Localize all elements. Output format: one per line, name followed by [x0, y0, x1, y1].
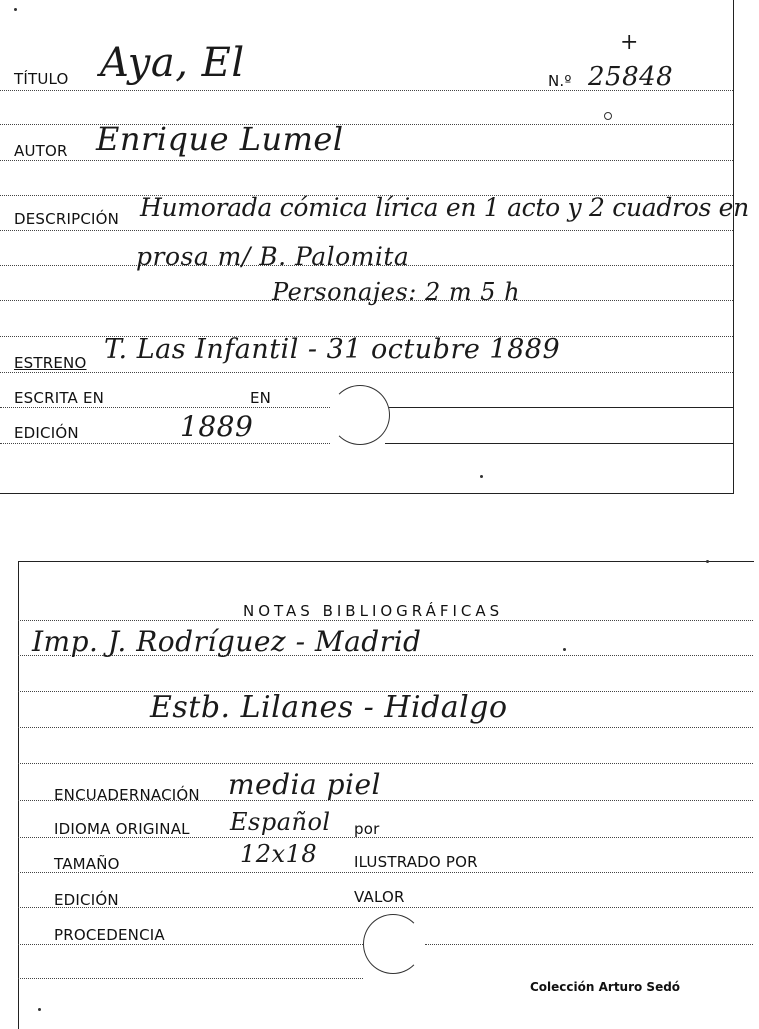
scan-speck [480, 475, 483, 478]
rule-line [425, 944, 753, 945]
rule-line [0, 443, 330, 444]
value-encuadernacion: media piel [228, 768, 381, 801]
rule-line [0, 230, 733, 231]
rule-line [385, 407, 733, 408]
scan-speck [604, 112, 612, 120]
value-descripcion-line-3: Personajes: 2 m 5 h [272, 278, 521, 306]
rule-line [0, 160, 733, 161]
rule-line [18, 872, 753, 873]
punch-hole [330, 385, 390, 445]
rule-line [18, 944, 363, 945]
label-escrita-en: ESCRITA EN [14, 389, 105, 407]
value-tamano: 12x18 [240, 840, 318, 868]
label-ilustrado-por: ILUSTRADO POR [354, 853, 478, 871]
label-valor: VALOR [354, 888, 405, 906]
scan-speck [706, 560, 709, 563]
value-numero-mark: + [620, 30, 639, 55]
note-line-1: Imp. J. Rodríguez - Madrid [32, 625, 422, 658]
value-numero: 25848 [588, 62, 674, 92]
collection-credit: Colección Arturo Sedó [530, 980, 681, 994]
label-idioma-original: IDIOMA ORIGINAL [54, 820, 190, 838]
note-line-2: Estb. Lilanes - Hidalgo [150, 690, 508, 725]
value-edicion-top: 1889 [180, 410, 254, 443]
value-titulo: Aya, El [100, 40, 245, 86]
rule-line [18, 763, 753, 764]
section-title: NOTAS BIBLIOGRÁFICAS [243, 602, 504, 620]
scan-speck [38, 1008, 41, 1011]
label-encuadernacion: ENCUADERNACIÓN [54, 786, 200, 804]
label-estreno: ESTRENO [14, 354, 87, 372]
value-idioma-original: Español [230, 808, 331, 836]
rule-line [0, 407, 330, 408]
label-tamano: TAMAÑO [54, 855, 120, 873]
label-por: por [354, 820, 380, 838]
scan-speck [14, 8, 17, 11]
punch-hole [363, 914, 423, 974]
value-descripcion-line-1: Humorada cómica lírica en 1 acto y 2 cuadros en [140, 193, 749, 222]
rule-line [18, 620, 753, 621]
value-estreno: T. Las Infantil - 31 octubre 1889 [104, 334, 561, 365]
label-descripcion: DESCRIPCIÓN [14, 210, 120, 228]
label-edicion-top: EDICIÓN [14, 424, 79, 442]
value-descripcion-line-2: prosa m/ B. Palomita [136, 242, 410, 271]
label-procedencia: PROCEDENCIA [54, 926, 165, 944]
rule-line [18, 978, 363, 979]
rule-line [385, 443, 733, 444]
rule-line [18, 907, 753, 908]
label-en: EN [250, 389, 272, 407]
rule-line [18, 727, 753, 728]
scan-speck [563, 648, 566, 651]
rule-line [0, 372, 733, 373]
label-titulo: TÍTULO [14, 70, 69, 88]
label-edicion-bottom: EDICIÓN [54, 891, 119, 909]
value-autor: Enrique Lumel [96, 120, 344, 158]
label-autor: AUTOR [14, 142, 68, 160]
label-numero: N.º [548, 72, 572, 90]
